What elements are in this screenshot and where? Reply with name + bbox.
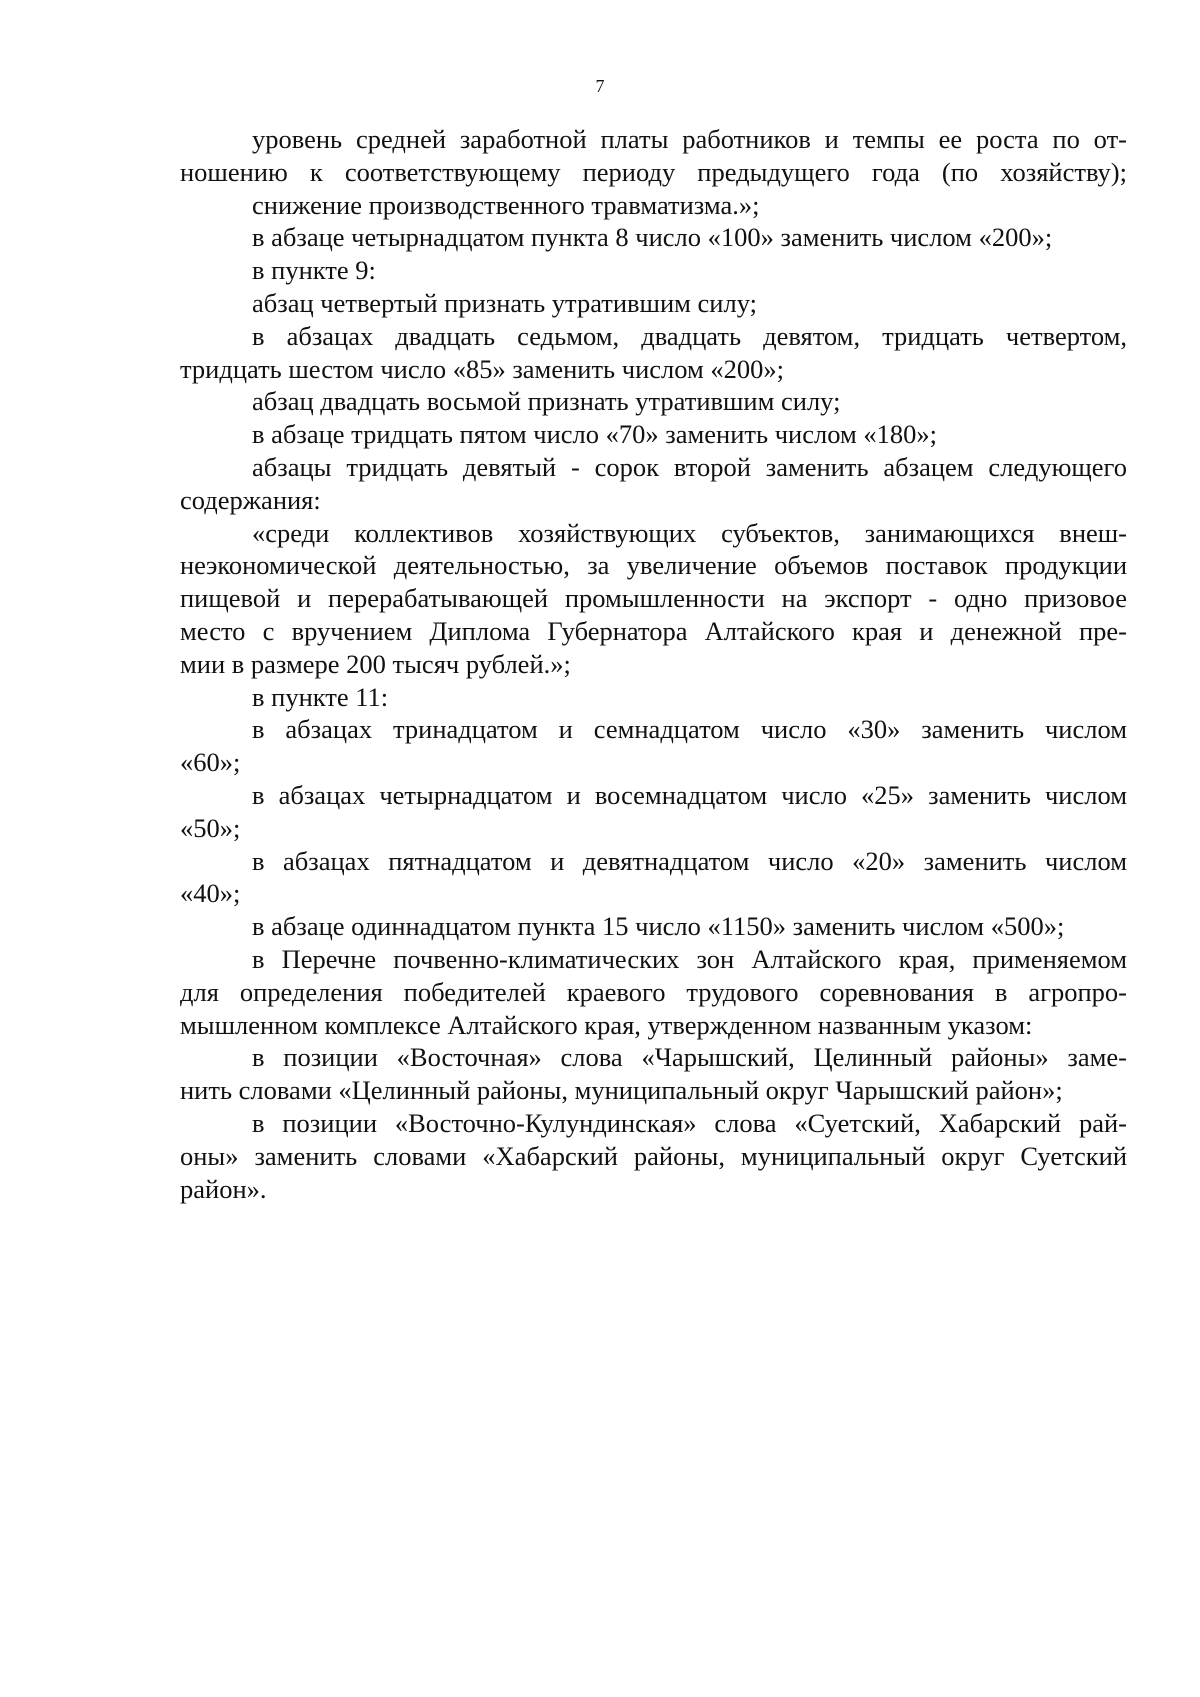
text-line-4: в абзаце четырнадцатом пункта 8 число «100» заменить числом «200»; (252, 222, 1053, 253)
text-line-20: «60»; (180, 747, 241, 778)
text-line-17: мии в размере 200 тысяч рублей.»; (180, 648, 571, 679)
text-line-3: снижение производственного травматизма.»; (252, 189, 760, 220)
text-line-24: «40»; (180, 878, 241, 909)
text-line-7: в абзацах двадцать седьмом, двадцать девятом, тридцать четвертом, (252, 320, 1127, 351)
document-body (180, 123, 1127, 1205)
text-line-30: нить словами «Целинный районы, муниципальный округ Чарышский район»; (180, 1075, 1063, 1106)
text-line-2: ношению к соответствующему периоду предыдущего года (по хозяйству); (180, 156, 1127, 187)
text-line-10: в абзаце тридцать пятом число «70» заменить числом «180»; (252, 419, 937, 450)
text-line-13: «среди коллективов хозяйствующих субъектов, занимающихся внеш- (252, 517, 1127, 548)
text-line-25: в абзаце одиннадцатом пункта 15 число «1150» заменить числом «500»; (252, 911, 1065, 942)
text-line-16: место с вручением Диплома Губернатора Алтайского края и денежной пре- (180, 615, 1127, 646)
page-number: 7 (595, 76, 605, 96)
text-line-26: в Перечне почвенно-климатических зон Алтайского края, применяемом (252, 943, 1127, 974)
text-line-12: содержания: (180, 484, 321, 515)
text-line-8: тридцать шестом число «85» заменить числом «200»; (180, 353, 784, 384)
text-line-32: оны» заменить словами «Хабарский районы, муниципальный округ Суетский (180, 1140, 1127, 1171)
text-line-19: в абзацах тринадцатом и семнадцатом число «30» заменить числом (252, 714, 1127, 745)
text-line-14: неэкономической деятельностью, за увеличение объемов поставок продукции (180, 550, 1127, 581)
text-line-27: для определения победителей краевого трудового соревнования в агропро- (180, 976, 1127, 1007)
text-line-29: в позиции «Восточная» слова «Чарышский, Целинный районы» заме- (252, 1042, 1127, 1073)
text-line-1: уровень средней заработной платы работников и темпы ее роста по от- (252, 124, 1127, 154)
text-line-9: абзац двадцать восьмой признать утратившим силу; (252, 386, 841, 417)
text-line-11: абзацы тридцать девятый - сорок второй заменить абзацем следующего (252, 451, 1127, 482)
text-line-18: в пункте 11: (252, 681, 389, 712)
text-line-28: мышленном комплексе Алтайского края, утвержденном названным указом: (180, 1009, 1033, 1040)
text-line-15: пищевой и перерабатывающей промышленности на экспорт - одно призовое (180, 583, 1127, 614)
text-line-6: абзац четвертый признать утратившим силу; (252, 287, 757, 318)
text-line-5: в пункте 9: (252, 255, 376, 286)
text-line-23: в абзацах пятнадцатом и девятнадцатом число «20» заменить числом (252, 845, 1127, 876)
text-line-33: район». (180, 1173, 267, 1204)
text-line-22: «50»; (180, 812, 241, 843)
text-line-31: в позиции «Восточно-Кулундинская» слова «Суетский, Хабарский рай- (252, 1107, 1127, 1138)
text-line-21: в абзацах четырнадцатом и восемнадцатом число «25» заменить числом (252, 779, 1127, 810)
